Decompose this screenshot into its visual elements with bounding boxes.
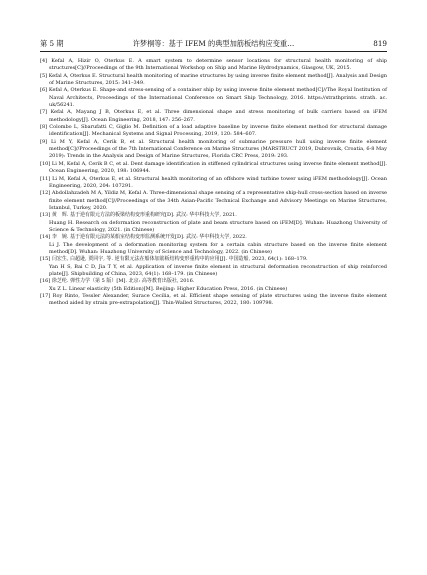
reference-item: [13] 黄 辉. 基于逆有限元方法的板梁结构变形重构研究[D]. 武汉: 华中科技大学, 2021. [40, 212, 237, 219]
reference-item: [7] Kefal A, Mayang J B, Oterkus E, et al. Three dimensional shape and stress monitoring of bulk carriers based on iFEM methodology[J]. Ocean Engineering, 2018, 147: 256–267. [40, 109, 387, 123]
reference-translation: Xu Z L. Linear elasticity (5th Edition)[M]. Beijing: Higher Education Press, 2016. (in Chinese) [49, 285, 288, 292]
reference-item: [16] 徐芝纶. 弹性力学（第 5 版）[M]. 北京: 高等教育出版社, 2016. [40, 278, 195, 285]
reference-item: [4] Kefal A, Hizir O, Oterkus E. A smart system to determine sensor locations for structural health monitoring of ship structures[C]//Proceedings of the 9th International Workshop on Ship and Marine Hydrodynamics, Glasgow, UK, 2015. [40, 58, 387, 72]
issue-number: 第 5 期 [40, 39, 64, 48]
reference-item: [9] Li M Y, Kefal A, Cerik B, et al. Structural health monitoring of submarine pressure hull using inverse finite element method[C]//Proceedings of the 7th International Conference on Marine Structures (MARSTRUCT 2019, Dubrovnik, Croatia, 6-8 May 2019): Trends in the Analysis and Design of Marine Structures, Florida CRC Press, 2019: 293. [40, 138, 387, 160]
reference-item: [5] Kefal A, Oterkus E. Structural health monitoring of marine structures by using inverse finite element method[J]. Analysis and Design of Marine Structures, 2015: 341–349. [40, 72, 387, 87]
reference-item: [6] Kefal A, Oterkus E. Shape-and stress-sensing of a container ship by using inverse finite element method[C]//The Royal Institution of Naval Architects, Proceedings of the International Conference on Smart Ship Technology, 2016. https://strathprints. strath. ac. uk/56241. [40, 87, 387, 109]
reference-translation: Li J. The development of a deformation monitoring system for a certain cabin structure based on the inverse finite element method[D]. Wuhan: Huazhong University of Science and Technology, 2022. (in Chinese) [49, 241, 387, 255]
reference-item: [10] Li M, Kefal A, Cerik B C, et al. Dent damage identification in stiffened cylindrical structures using inverse finite element method[J]. Ocean Engineering, 2020, 198: 106944. [40, 160, 387, 175]
page-number: 819 [373, 39, 387, 48]
reference-list [40, 58, 387, 308]
reference-item: [11] Li M, Kefal A, Oterkus E, et al. Structural health monitoring of an offshore wind turbine tower using iFEM methodology[J]. Ocean Engineering, 2020, 204: 107291. [40, 175, 387, 189]
reference-item: [17] Roy Rinto, Tessler Alexander, Surace Cecilia, et al. Efficient shape sensing of plate structures using the inverse finite element method aided by strain pre-extrapolation[J]. Thin-Walled Structures, 2022, 180: 109798. [40, 293, 387, 307]
running-title: 许梦桐等：基于 IFEM 的典型加筋板结构应变重… [132, 39, 295, 48]
reference-item: [15] 闫宏生, 白超逊, 贾同宇, 等. 逆有限元法在船体加筋板结构变形重构中的应用[J]. 中国造船, 2023, 64(1): 168–179. [40, 256, 308, 263]
reference-translation: Yan H S, Bai C D, Jia T Y, et al. Application of inverse finite element in structural deformation reconstruction of ship reinforced plate[J]. Shipbuilding of China, 2023, 64(1): 168–179. (in Chinese) [49, 263, 387, 277]
reference-item: [12] Abdollahzadeh M A, Yildiz M, Kefal A. Three-dimensional shape sensing of a representative ship-hull cross-section based on inverse finite element method[C]//Proceedings of the 34th Asian-Pacific Technical Exchange and Advisory Meetings on Marine Structures, Istanbul, Turkey, 2020. [40, 190, 387, 211]
header-rule [40, 51, 387, 52]
running-header [40, 36, 387, 48]
reference-item: [8] Colombo L, Sbarufatti C, Giglio M. Definition of a load adaptive baseline by inverse finite element method for structural damage identification[J]. Mechanical Systems and Signal Processing, 2019, 120: 584–607. [40, 124, 387, 138]
reference-translation: Huang H. Research on deformation reconstruction of plate and beam structure based on iFEM[D]. Wuhan: Huazhong University of Science & Technology, 2021. (in Chinese) [49, 219, 387, 233]
reference-item: [14] 李 婉. 基于逆有限元法的某船室结构变形监测系统开发[D]. 武汉: 华中科技大学, 2022. [40, 234, 247, 241]
